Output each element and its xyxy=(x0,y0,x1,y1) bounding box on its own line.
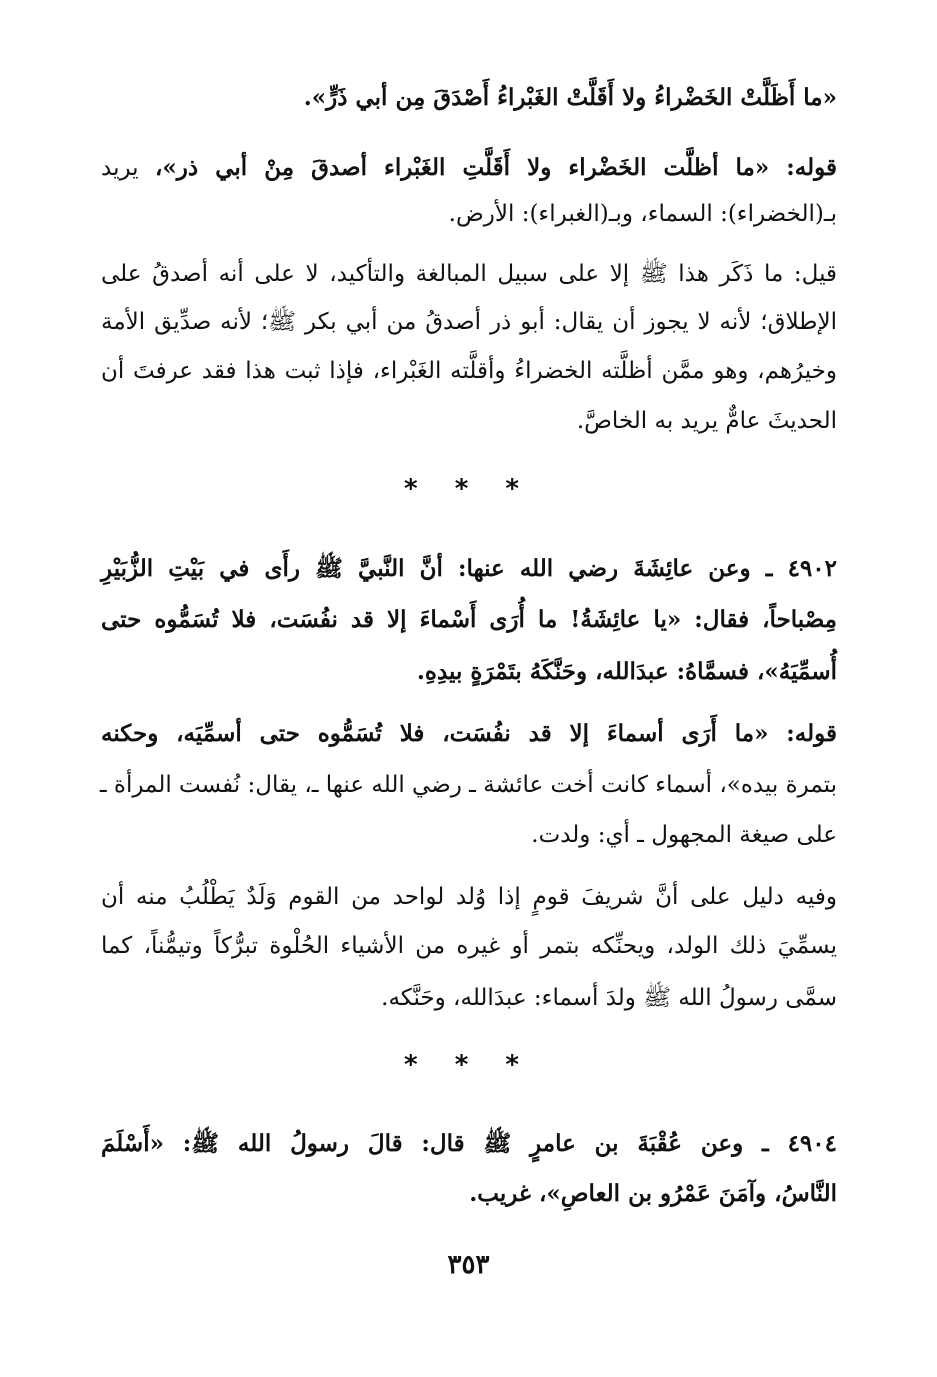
commentary-line: وخيرُهم، وهو ممَّن أظلَّته الخضراءُ وأقلَّته الغَبْراء، فإذا ثبت هذا فقد عرفتَ أن xyxy=(101,358,837,384)
commentary-line: الإطلاق؛ لأنه لا يجوز أن يقال: أبو ذر أصدقُ من أبي بكر ﷺ؛ لأنه صدِّيق الأمة xyxy=(101,309,837,335)
hadith-text-line: النَّاسُ، وآمَنَ عَمْرُو بن العاصِ»، غريب. xyxy=(469,1180,837,1207)
commentary-line: الحديثَ عامٌّ يريد به الخاصَّ. xyxy=(576,408,837,434)
hadith-text-line: أُسمِّيَهُ»، فسمَّاهُ: عبدَالله، وحَنَّكَهُ بتَمْرَةٍ بيدِهِ. xyxy=(416,658,837,685)
commentary-lead: قوله: «ما أظلَّت الخَضْراء ولا أَقَلَّتِ الغَبْراء أصدقَ مِنْ أبي ذر»، xyxy=(154,154,838,181)
commentary-lead: قوله: «ما أَرَى أسماءَ إلا قد نفُسَت، فلا تُسَمُّوه حتى أسمِّيَه، وحكنه xyxy=(101,720,837,747)
commentary-lead-tail: يريد xyxy=(101,155,139,181)
commentary-line: بـ(الخضراء): السماء، وبـ(الغبراء): الأرض. xyxy=(448,201,837,227)
commentary-line: بتمرة بيده»، أسماء كانت أخت عائشة ـ رضي الله عنها ـ، يقال: نُفست المرأة ـ xyxy=(99,772,837,798)
commentary-line xyxy=(101,146,837,190)
commentary-line: يسمِّيَ ذلك الولد، ويحنِّكه بتمر أو غيره من الأشياء الحُلْوة تبرُّكاً وتيمُّناً، كما xyxy=(101,933,837,959)
hadith-text-line: ٤٩٠٢ ـ وعن عائِشَةَ رضي الله عنها: أنَّ النَّبيَّ ﷺ رأَى في بَيْتِ الزُّبَيْرِ xyxy=(101,555,837,582)
section-separator: * * * xyxy=(404,474,533,504)
hadith-text-line: «ما أَظَلَّتْ الخَضْراءُ ولا أَقَلَّتْ الغَبْراءُ أَصْدَقَ مِن أبي ذَرٍّ». xyxy=(303,84,837,111)
page-number: ٣٥٣ xyxy=(447,1250,490,1280)
section-separator: * * * xyxy=(404,1050,533,1080)
commentary-line: سمَّى رسولُ الله ﷺ ولدَ أسماء: عبدَالله، وحَنَّكه. xyxy=(381,985,837,1011)
hadith-text-line: ٤٩٠٤ ـ وعن عُقْبَةَ بن عامرٍ ﷺ قال: قالَ رسولُ الله ﷺ: «أَسْلَمَ xyxy=(101,1130,837,1157)
commentary-line: على صيغة المجهول ـ أي: ولدت. xyxy=(531,822,837,848)
commentary-line: وفيه دليل على أنَّ شريفَ قومٍ إذا وُلد لواحد من القوم وَلَدٌ يَطْلُبُ منه أن xyxy=(101,884,837,910)
commentary-line: قيل: ما ذَكَر هذا ﷺ إلا على سبيل المبالغة والتأكيد، لا على أنه أصدقُ على xyxy=(101,261,838,287)
hadith-text-line: مِصْباحاً، فقال: «يا عائِشَةُ! ما أُرَى أَسْماءَ إلا قد نفُسَت، فلا تُسَمُّوه حتى xyxy=(101,606,837,633)
